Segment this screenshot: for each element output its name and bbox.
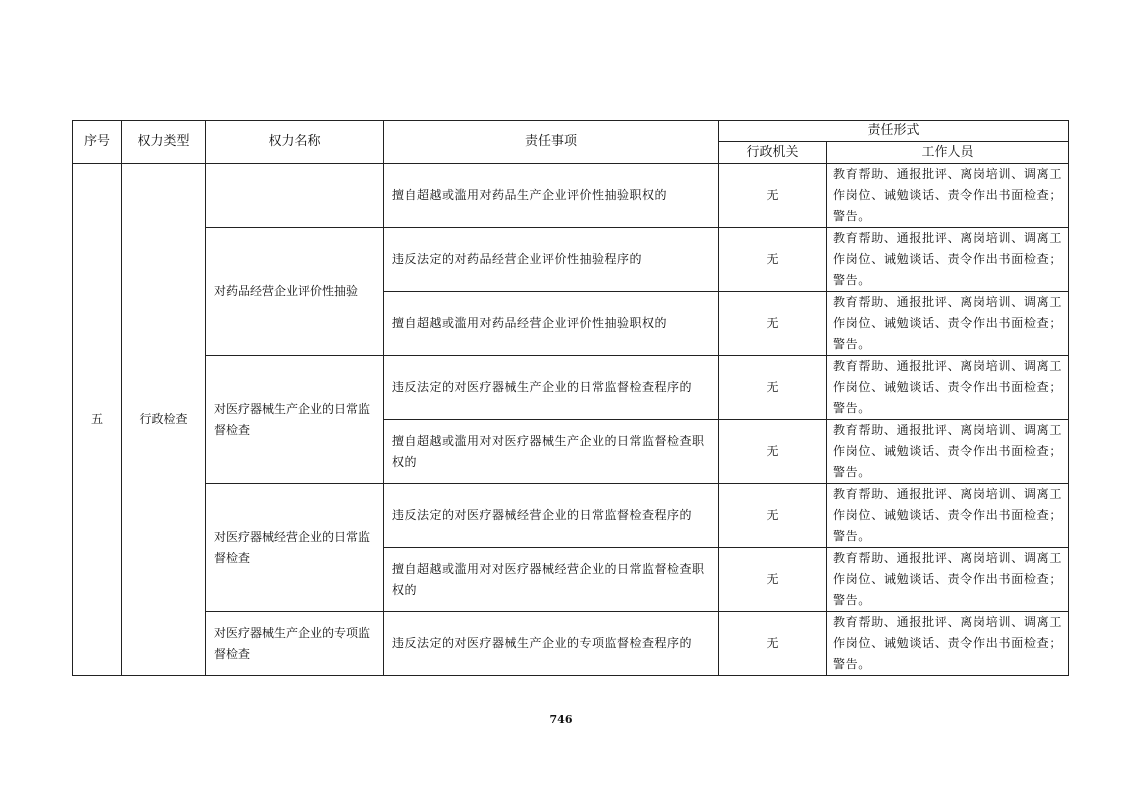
table-row: [73, 612, 1069, 676]
power-name-cell: 对医疗器械生产企业的专项监督检查: [206, 612, 384, 676]
power-name-cell: 对医疗器械经营企业的日常监督检查: [206, 484, 384, 612]
staff-cell: 教育帮助、通报批评、离岗培训、调离工作岗位、诫勉谈话、责令作出书面检查；警告。: [827, 228, 1069, 292]
responsibility-item-cell: 擅自超越或滥用对对医疗器械生产企业的日常监督检查职权的: [384, 420, 719, 484]
header-responsibility-item: 责任事项: [384, 121, 719, 164]
admin-org-cell: 无: [719, 292, 827, 356]
table-row: [73, 356, 1069, 420]
header-staff: 工作人员: [827, 142, 1069, 164]
responsibility-item-cell: 违反法定的对医疗器械经营企业的日常监督检查程序的: [384, 484, 719, 548]
admin-org-cell: 无: [719, 164, 827, 228]
header-seq: 序号: [73, 121, 122, 164]
staff-cell: 教育帮助、通报批评、离岗培训、调离工作岗位、诫勉谈话、责令作出书面检查；警告。: [827, 484, 1069, 548]
responsibility-item-cell: 违反法定的对药品经营企业评价性抽验程序的: [384, 228, 719, 292]
responsibility-item-cell: 违反法定的对医疗器械生产企业的日常监督检查程序的: [384, 356, 719, 420]
power-name-cell: 对医疗器械生产企业的日常监督检查: [206, 356, 384, 484]
header-row-1: [73, 121, 1069, 142]
responsibility-item-cell: 擅自超越或滥用对药品经营企业评价性抽验职权的: [384, 292, 719, 356]
page-number: 746: [549, 713, 573, 726]
responsibility-item-cell: 擅自超越或滥用对对医疗器械经营企业的日常监督检查职权的: [384, 548, 719, 612]
staff-cell: 教育帮助、通报批评、离岗培训、调离工作岗位、诫勉谈话、责令作出书面检查；警告。: [827, 548, 1069, 612]
staff-cell: 教育帮助、通报批评、离岗培训、调离工作岗位、诫勉谈话、责令作出书面检查；警告。: [827, 356, 1069, 420]
table-row: [73, 484, 1069, 548]
power-name-cell: [206, 164, 384, 228]
staff-cell: 教育帮助、通报批评、离岗培训、调离工作岗位、诫勉谈话、责令作出书面检查；警告。: [827, 612, 1069, 676]
header-admin-org: 行政机关: [719, 142, 827, 164]
responsibility-table: [72, 120, 1069, 676]
admin-org-cell: 无: [719, 484, 827, 548]
responsibility-item-cell: 擅自超越或滥用对药品生产企业评价性抽验职权的: [384, 164, 719, 228]
admin-org-cell: 无: [719, 356, 827, 420]
admin-org-cell: 无: [719, 612, 827, 676]
header-responsibility-form: 责任形式: [719, 121, 1069, 142]
admin-org-cell: 无: [719, 228, 827, 292]
staff-cell: 教育帮助、通报批评、离岗培训、调离工作岗位、诫勉谈话、责令作出书面检查；警告。: [827, 292, 1069, 356]
responsibility-item-cell: 违反法定的对医疗器械生产企业的专项监督检查程序的: [384, 612, 719, 676]
header-power-type: 权力类型: [122, 121, 206, 164]
header-power-name: 权力名称: [206, 121, 384, 164]
table-row: [73, 228, 1069, 292]
table-row: [73, 164, 1069, 228]
group-power-type: 行政检查: [122, 164, 206, 676]
admin-org-cell: 无: [719, 548, 827, 612]
admin-org-cell: 无: [719, 420, 827, 484]
power-name-cell: 对药品经营企业评价性抽验: [206, 228, 384, 356]
staff-cell: 教育帮助、通报批评、离岗培训、调离工作岗位、诫勉谈话、责令作出书面检查；警告。: [827, 420, 1069, 484]
group-seq: 五: [73, 164, 122, 676]
staff-cell: 教育帮助、通报批评、离岗培训、调离工作岗位、诫勉谈话、责令作出书面检查；警告。: [827, 164, 1069, 228]
